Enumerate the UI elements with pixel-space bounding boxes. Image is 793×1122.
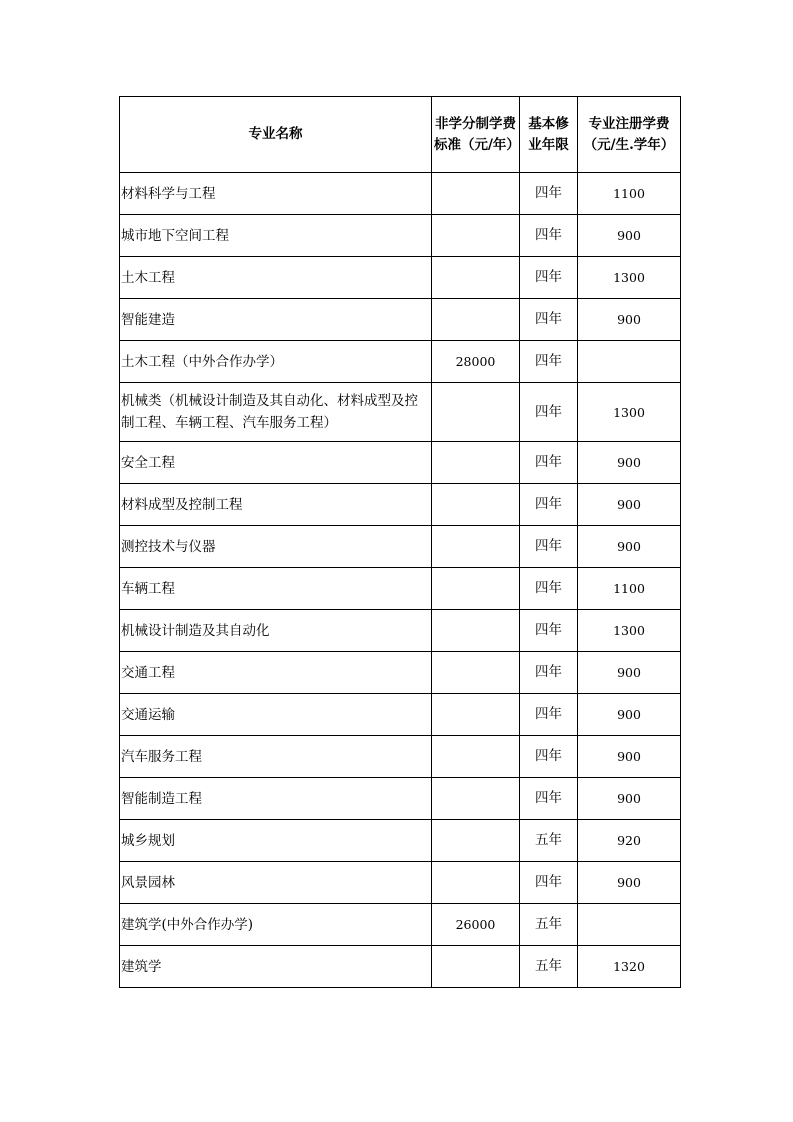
cell-registration-fee: 920 xyxy=(578,820,681,862)
cell-duration: 四年 xyxy=(520,257,578,299)
cell-duration: 四年 xyxy=(520,442,578,484)
table-row xyxy=(120,484,681,526)
cell-registration-fee xyxy=(578,904,681,946)
cell-registration-fee: 1300 xyxy=(578,257,681,299)
cell-major-name: 汽车服务工程 xyxy=(120,736,432,778)
cell-major-name: 安全工程 xyxy=(120,442,432,484)
cell-registration-fee: 1300 xyxy=(578,383,681,442)
cell-duration: 四年 xyxy=(520,526,578,568)
cell-major-name: 建筑学 xyxy=(120,946,432,988)
cell-registration-fee: 900 xyxy=(578,299,681,341)
cell-duration: 四年 xyxy=(520,299,578,341)
cell-non-credit-fee: 26000 xyxy=(432,904,520,946)
cell-major-name: 测控技术与仪器 xyxy=(120,526,432,568)
table-row xyxy=(120,526,681,568)
cell-major-name: 材料科学与工程 xyxy=(120,173,432,215)
table-row xyxy=(120,946,681,988)
cell-non-credit-fee xyxy=(432,736,520,778)
cell-major-name: 材料成型及控制工程 xyxy=(120,484,432,526)
cell-duration: 四年 xyxy=(520,652,578,694)
cell-major-name: 交通运输 xyxy=(120,694,432,736)
table-row xyxy=(120,820,681,862)
table-row xyxy=(120,173,681,215)
cell-non-credit-fee: 28000 xyxy=(432,341,520,383)
cell-major-name: 智能建造 xyxy=(120,299,432,341)
cell-non-credit-fee xyxy=(432,568,520,610)
cell-major-name: 土木工程 xyxy=(120,257,432,299)
table-row xyxy=(120,568,681,610)
cell-non-credit-fee xyxy=(432,820,520,862)
cell-non-credit-fee xyxy=(432,610,520,652)
cell-registration-fee: 900 xyxy=(578,215,681,257)
cell-registration-fee: 1100 xyxy=(578,173,681,215)
table-row xyxy=(120,610,681,652)
table-row xyxy=(120,904,681,946)
cell-duration: 五年 xyxy=(520,946,578,988)
table-row xyxy=(120,215,681,257)
cell-duration: 四年 xyxy=(520,341,578,383)
cell-major-name: 风景园林 xyxy=(120,862,432,904)
cell-duration: 五年 xyxy=(520,820,578,862)
tuition-fee-table xyxy=(119,96,681,988)
cell-major-name: 城市地下空间工程 xyxy=(120,215,432,257)
table-row xyxy=(120,299,681,341)
cell-duration: 四年 xyxy=(520,694,578,736)
cell-non-credit-fee xyxy=(432,173,520,215)
cell-duration: 五年 xyxy=(520,904,578,946)
cell-non-credit-fee xyxy=(432,652,520,694)
cell-duration: 四年 xyxy=(520,862,578,904)
header-non-credit-fee: 非学分制学费标准（元/年） xyxy=(432,97,520,173)
cell-registration-fee: 900 xyxy=(578,736,681,778)
cell-non-credit-fee xyxy=(432,299,520,341)
cell-non-credit-fee xyxy=(432,257,520,299)
cell-duration: 四年 xyxy=(520,383,578,442)
cell-non-credit-fee xyxy=(432,215,520,257)
cell-duration: 四年 xyxy=(520,484,578,526)
cell-non-credit-fee xyxy=(432,526,520,568)
cell-duration: 四年 xyxy=(520,610,578,652)
table-row xyxy=(120,778,681,820)
cell-duration: 四年 xyxy=(520,736,578,778)
table-row xyxy=(120,736,681,778)
cell-non-credit-fee xyxy=(432,383,520,442)
cell-major-name: 土木工程（中外合作办学） xyxy=(120,341,432,383)
table-row xyxy=(120,442,681,484)
cell-registration-fee: 1300 xyxy=(578,610,681,652)
cell-duration: 四年 xyxy=(520,173,578,215)
cell-registration-fee: 1100 xyxy=(578,568,681,610)
cell-registration-fee: 1320 xyxy=(578,946,681,988)
cell-major-name: 机械类（机械设计制造及其自动化、材料成型及控制工程、车辆工程、汽车服务工程） xyxy=(120,383,432,442)
table-header-row xyxy=(120,97,681,173)
cell-registration-fee: 900 xyxy=(578,778,681,820)
cell-non-credit-fee xyxy=(432,484,520,526)
cell-non-credit-fee xyxy=(432,862,520,904)
cell-duration: 四年 xyxy=(520,778,578,820)
cell-registration-fee: 900 xyxy=(578,526,681,568)
cell-non-credit-fee xyxy=(432,694,520,736)
table-row xyxy=(120,383,681,442)
cell-non-credit-fee xyxy=(432,778,520,820)
cell-major-name: 城乡规划 xyxy=(120,820,432,862)
table-row xyxy=(120,694,681,736)
cell-major-name: 智能制造工程 xyxy=(120,778,432,820)
cell-major-name: 建筑学(中外合作办学) xyxy=(120,904,432,946)
cell-major-name: 交通工程 xyxy=(120,652,432,694)
cell-registration-fee xyxy=(578,341,681,383)
cell-registration-fee: 900 xyxy=(578,442,681,484)
header-duration: 基本修业年限 xyxy=(520,97,578,173)
cell-registration-fee: 900 xyxy=(578,484,681,526)
cell-registration-fee: 900 xyxy=(578,862,681,904)
table-body xyxy=(120,173,681,988)
table-row xyxy=(120,341,681,383)
cell-major-name: 机械设计制造及其自动化 xyxy=(120,610,432,652)
header-registration-fee: 专业注册学费（元/生.学年） xyxy=(578,97,681,173)
cell-registration-fee: 900 xyxy=(578,652,681,694)
table-row xyxy=(120,257,681,299)
cell-non-credit-fee xyxy=(432,946,520,988)
cell-major-name: 车辆工程 xyxy=(120,568,432,610)
header-major-name: 专业名称 xyxy=(120,97,432,173)
table-row xyxy=(120,862,681,904)
cell-duration: 四年 xyxy=(520,215,578,257)
cell-registration-fee: 900 xyxy=(578,694,681,736)
table-row xyxy=(120,652,681,694)
cell-non-credit-fee xyxy=(432,442,520,484)
cell-duration: 四年 xyxy=(520,568,578,610)
